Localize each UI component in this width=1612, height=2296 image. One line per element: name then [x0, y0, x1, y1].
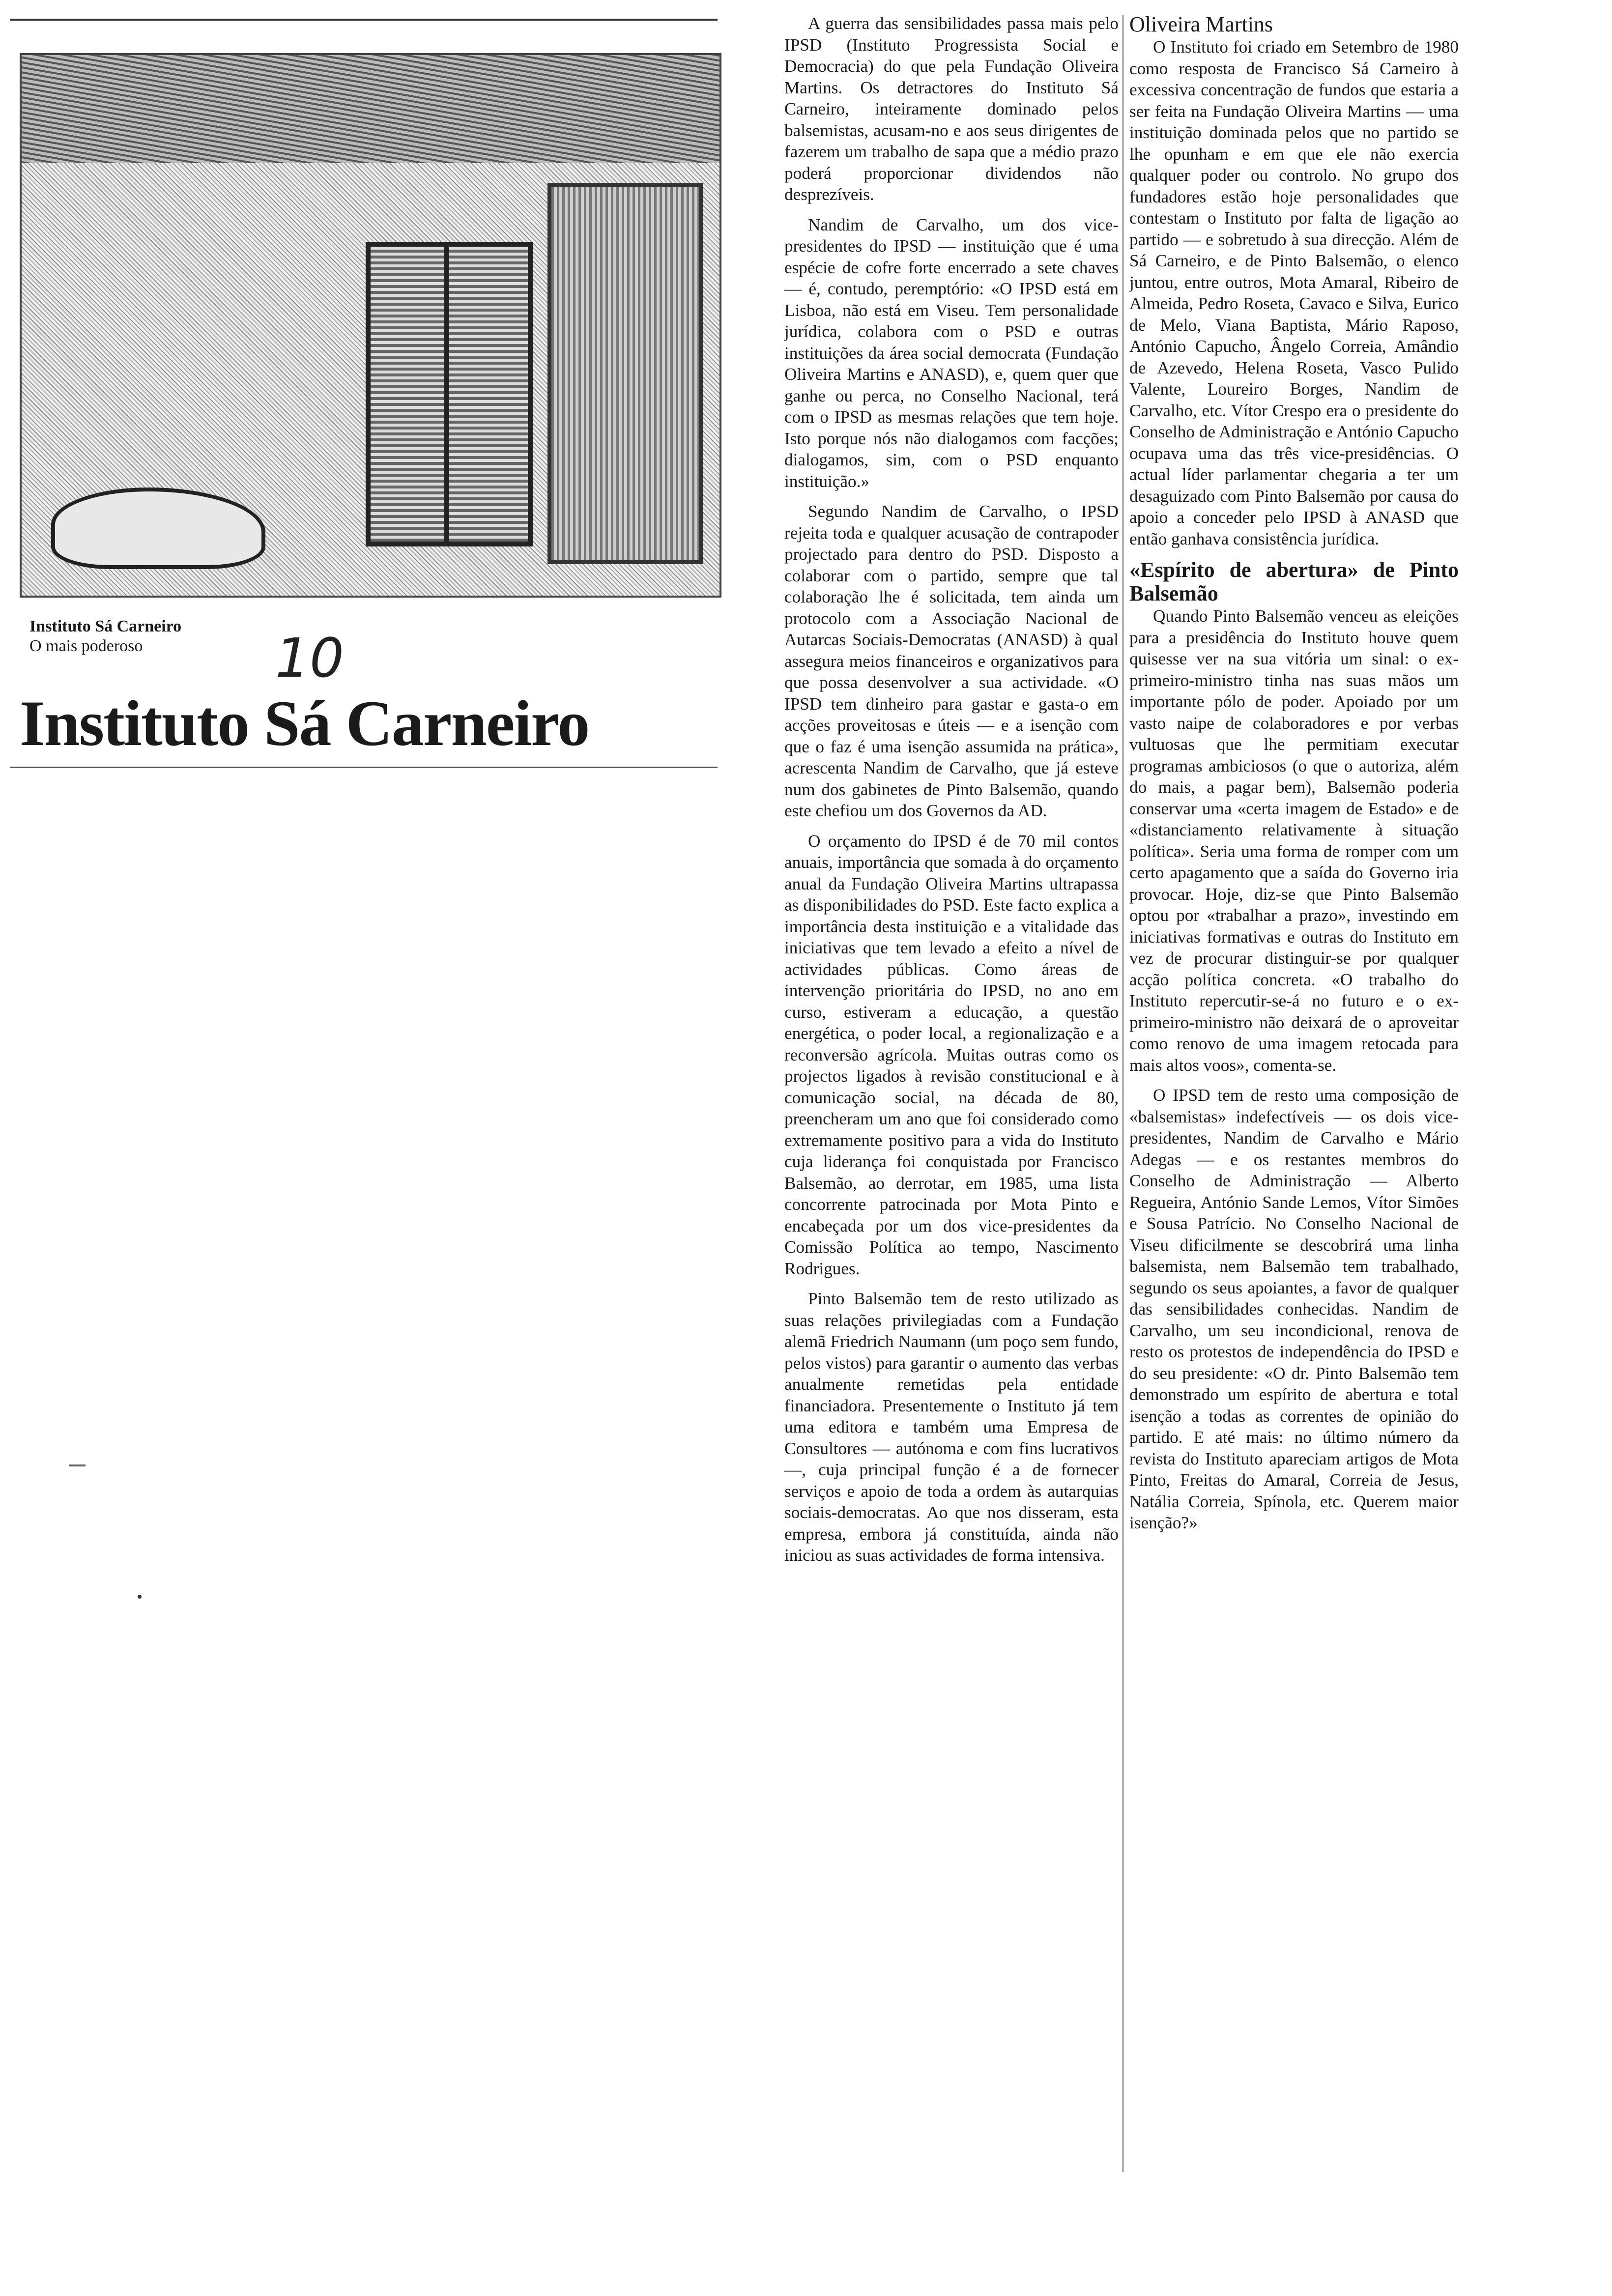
caption-subtitle: O mais poderoso — [29, 637, 143, 655]
scan-mark-dash — [69, 1464, 86, 1466]
section-subhead: Oliveira Martins — [1129, 13, 1273, 36]
paragraph: Segundo Nandim de Carvalho, o IPSD rejeita toda e qualquer acusação de contrapoder projectado para dentro do PSD. Disposto a colaborar com o partido, sempre que tal colaboração lhe é solicitada, tem ainda um protocolo com a Associação Nacional de Autarcas Sociais-Democratas (ANASD) à qual assegura meios financeiros e organizativos para que possa desenvolver a sua actividade. «O IPSD tem dinheiro para gastar e gasta-o em acções proveitosas e úteis — e a isenção com que o faz é uma isenção assumida na prática», acrescenta Nandim de Carvalho, que já esteve num dos gabinetes de Pinto Balsemão, quando este chefiou um dos Governos da AD. — [784, 502, 1119, 820]
photo-door — [547, 183, 703, 564]
photo-roof-area — [22, 55, 720, 163]
top-rule — [10, 19, 718, 21]
paragraph: O Instituto foi criado em Setembro de 1980 como resposta de Francisco Sá Carneiro à excessiva concentração de fundos que estaria a ser feita na Fundação Oliveira Martins — uma instituição dominada pelos que no partido se lhe opunham e em que ele não exercia qualquer poder ou controlo. No grupo dos fundadores estão hoje personalidades que contestam o Instituto por falta de ligação ao partido — e sobretudo à sua direcção. Além de Sá Carneiro, e de Pinto Balsemão, o elenco juntou, entre outros, Mota Amaral, Ribeiro de Almeida, Pedro Roseta, Cavaco e Silva, Eurico de Melo, Viana Baptista, Mário Raposo, António Capucho, Ângelo Correia, Amândio de Azevedo, Helena Roseta, Vasco Pulido Valente, Loureiro Borges, Nandim de Carvalho, etc. Vítor Crespo era o presidente do Conselho de Administração e António Capucho ocupava uma das três vice-presidências. O actual líder parlamentar chegaria a ter um desaguizado com Pinto Balsemão por causa do apoio a conceder pelo IPSD à ANASD que então ganhava consistência jurídica. — [1129, 37, 1459, 548]
headline-rule — [10, 767, 718, 768]
article-column-left — [784, 13, 1119, 2175]
paragraph: A guerra das sensibilidades passa mais pelo IPSD (Instituto Progressista Social e Democracia) do que pela Fundação Oliveira Martins. Os detractores do Instituto Sá Carneiro, inteiramente dominado pelos balsemistas, acusam-no e aos seus dirigentes de fazerem um trabalho de sapa que a médio prazo poderá proporcionar dividendos não desprezíveis. — [784, 14, 1119, 204]
paragraph: O IPSD tem de resto uma composição de «balsemistas» indefectíveis — os dois vice-presidentes, Nandim de Carvalho e Mário Adegas — e os restantes membros do Conselho de Administração — Alberto Regueira, António Sande Lemos, Vítor Simões e Sousa Patrício. No Conselho Nacional de Viseu dificilmente se descobrirá uma linha balsemista, nem Balsemão tem trabalhado, segundo os seus apoiantes, a favor de qualquer das sensibilidades conhecidas. Nandim de Carvalho, um seu incondicional, renova de resto os protestos de independência do IPSD e do seu presidente: «O dr. Pinto Balsemão tem demonstrado um espírito de abertura e total isenção a todas as correntes de opinião do partido. E até mais: no último número da revista do Instituto apareciam artigos de Mota Pinto, Freitas do Amaral, Correia de Jesus, Natália Correia, Spínola, etc. Querem maior isenção?» — [1129, 1086, 1459, 1532]
article-headline: Instituto Sá Carneiro — [20, 687, 589, 759]
paragraph: O orçamento do IPSD é de 70 mil contos anuais, importância que somada à do orçamento anual da Fundação Oliveira Martins ultrapassa as disponibilidades do PSD. Este facto explica a importância desta instituição e a vitalidade das iniciativas que tem levado a efeito a nível de actividades públicas. Como áreas de intervenção prioritária do IPSD, no ano em curso, estiveram a educação, a questão energética, o poder local, a regionalização e a reconversão agrícola. Muitas outras como os projectos ligados à revisão constitucional e à comunicação social, na década de 80, preencheram um ano que foi considerado como extremamente positivo para a vida do Instituto cuja liderança foi conquistada por Francisco Balsemão, ao derrotar, em 1985, uma lista concorrente patrocinada por Mota Pinto e encabeçada por um dos vice-presidentes da Comissão Política ao tempo, Nascimento Rodrigues. — [784, 831, 1119, 1278]
paragraph: Quando Pinto Balsemão venceu as eleições para a presidência do Instituto houve quem quisesse ver na sua vitória um sinal: o ex-primeiro-ministro tinha nas suas mãos um importante pólo de poder. Apoiado por um vasto naipe de colaboradores e por verbas vultuosas que lhe permitiam executar programas ambiciosos (o que o autoriza, além do mais, a pagar bem), Balsemão poderia conservar uma «certa imagem de Estado» e de «distanciamento relativamente à situação política». Seria uma forma de romper com um certo apagamento que a saída do Governo iria provocar. Hoje, diz-se que Pinto Balsemão optou por «trabalhar a prazo», investindo em iniciativas formativas e outras do Instituto em vez de procurar distinguir-se por qualquer acção política concreta. «O trabalho do Instituto repercutir-se-á no futuro e o ex-primeiro-ministro não deixará de o aproveitar como renovo de uma imagem retocada para mais altos voos», comenta-se. — [1129, 606, 1459, 1075]
article-column-right — [1129, 13, 1459, 2175]
building-photo — [20, 53, 721, 598]
section-subhead: «Espírito de abertura» de Pinto Balsemão — [1129, 558, 1459, 605]
photo-caption — [29, 617, 181, 656]
paragraph: Nandim de Carvalho, um dos vice-presidentes do IPSD — instituição que é uma espécie de cofre forte encerrado a sete chaves — é, contudo, peremptório: «O IPSD está em Lisboa, não está em Viseu. Tem personalidade jurídica, colabora com o PSD e outras instituições da área social democrata (Fundação Oliveira Martins e ANASD), e, quem quer que ganhe ou perca, no Conselho Nacional, terá com o IPSD as mesmas relações que tem hoje. Isto porque nós não dialogamos com facções; dialogamos, sim, com o PSD enquanto instituição.» — [784, 215, 1119, 491]
handwritten-page-number: 10 — [275, 627, 344, 689]
paragraph: Pinto Balsemão tem de resto utilizado as suas relações privilegiadas com a Fundação alemã Friedrich Naumann (um poço sem fundo, pelos vistos) para garantir o aumento das verbas anualmente remetidas pela entidade financiadora. Presentemente o Instituto já tem uma editora e também uma Empresa de Consultores — autónoma e com fins lucrativos —, cuja principal função é a de fornecer serviços e apoio de toda a ordem às autarquias sociais-democratas. Ao que nos disseram, esta empresa, embora já constituída, ainda não iniciou as suas actividades de forma intensiva. — [784, 1289, 1119, 1565]
caption-title: Instituto Sá Carneiro — [29, 617, 182, 635]
photo-window — [366, 242, 533, 546]
photo-car — [51, 488, 265, 569]
scan-mark-dot — [138, 1595, 142, 1599]
